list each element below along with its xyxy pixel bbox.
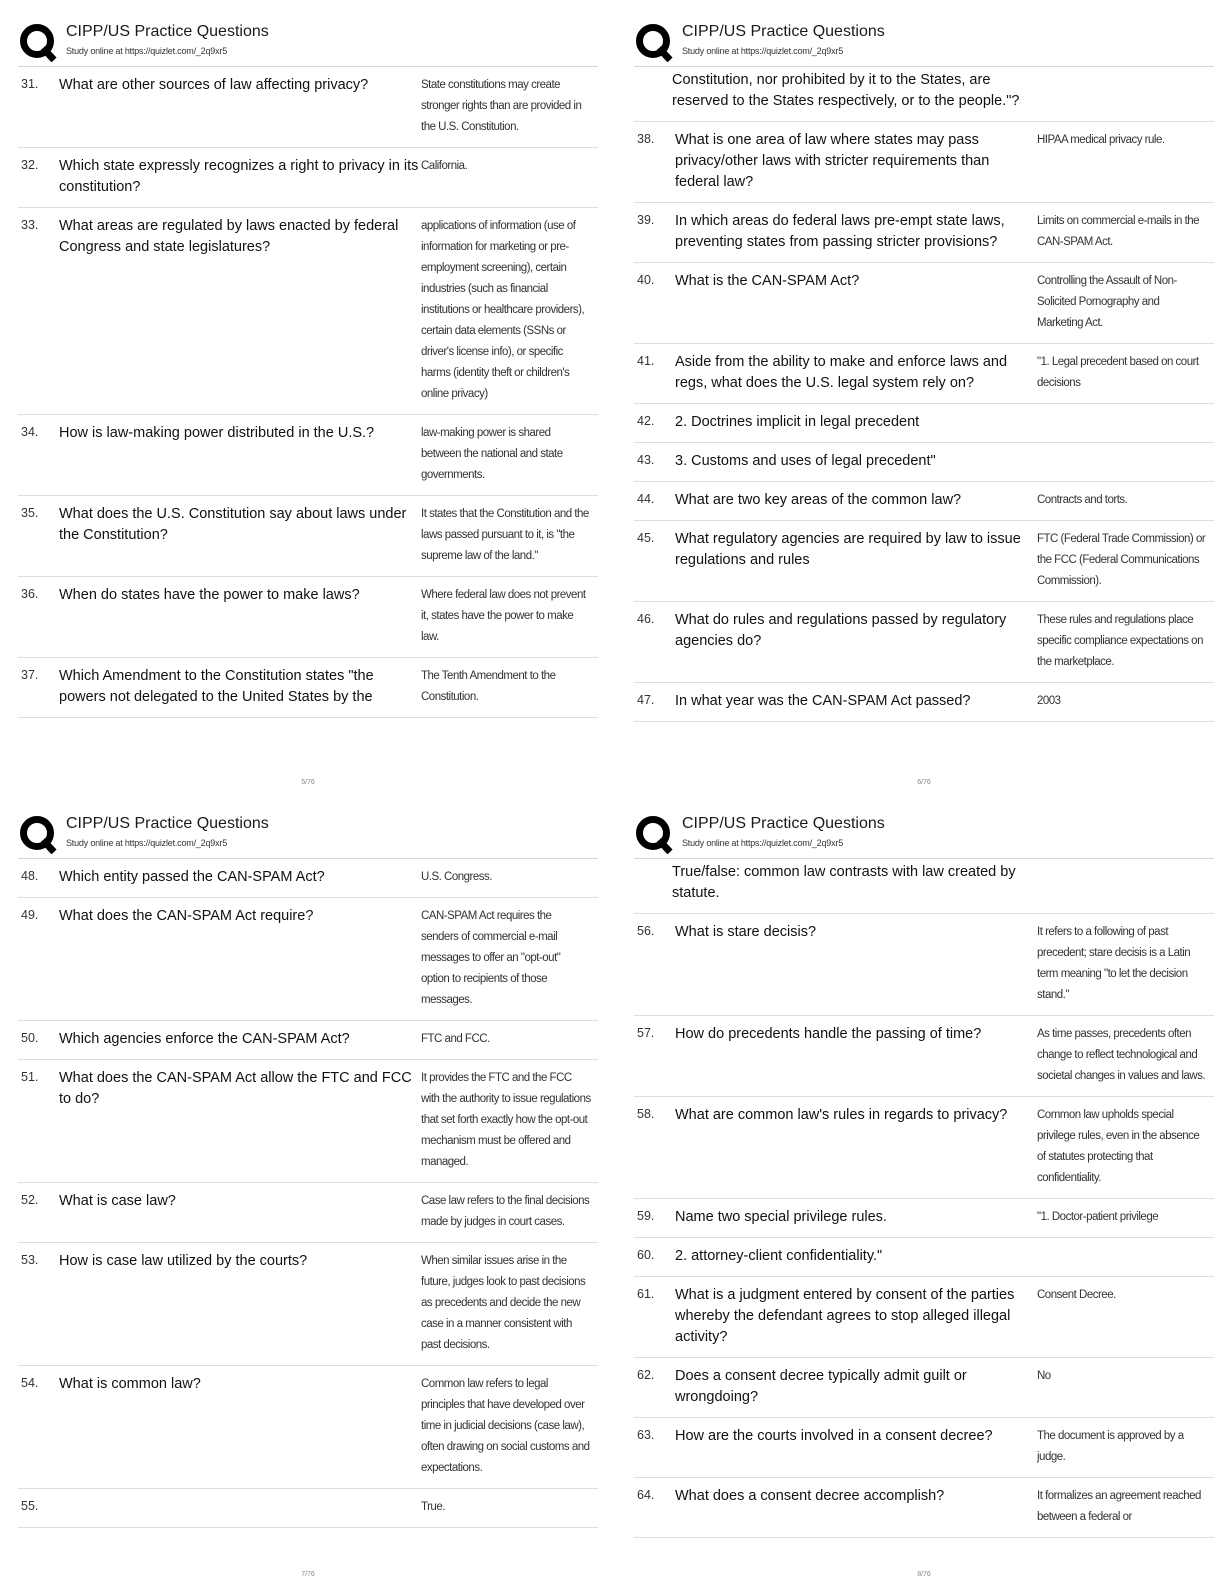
question-number: 55. xyxy=(21,1499,39,1513)
document-page-1 xyxy=(18,18,598,786)
question-text: What do rules and regulations passed by regulatory agencies do? xyxy=(675,612,1007,649)
question-row xyxy=(18,148,598,208)
question-text: What is the CAN-SPAM Act? xyxy=(675,273,860,289)
answer-text: "1. Doctor-patient privilege xyxy=(1037,1211,1159,1223)
question-row xyxy=(634,404,1214,443)
page-number: 5/76 xyxy=(301,779,315,786)
question-row xyxy=(634,122,1214,203)
question-number: 41. xyxy=(637,354,655,368)
question-text: Does a consent decree typically admit guilt or wrongdoing? xyxy=(675,1368,967,1405)
page-title: CIPP/US Practice Questions xyxy=(682,23,885,40)
question-row xyxy=(634,443,1214,482)
question-text: 2. Doctrines implicit in legal precedent xyxy=(675,414,920,430)
question-row xyxy=(18,496,598,577)
answer-text xyxy=(1037,412,1207,433)
question-number: 50. xyxy=(21,1031,39,1045)
answer-text xyxy=(1037,451,1207,472)
question-number: 38. xyxy=(637,132,655,146)
answer-text: 2003 xyxy=(1037,695,1061,707)
answer-text: It states that the Constitution and the laws passed pursuant to it, is "the supreme law of the land." xyxy=(421,508,589,562)
question-row xyxy=(18,1489,598,1528)
question-number: 34. xyxy=(21,425,39,439)
question-text: What are two key areas of the common law? xyxy=(675,492,962,508)
question-row xyxy=(18,67,598,148)
question-number: 33. xyxy=(21,218,39,232)
question-number: 56. xyxy=(637,924,655,938)
question-text: How is case law utilized by the courts? xyxy=(59,1253,308,1269)
study-online-link[interactable]: Study online at https://quizlet.com/_2q9xr5 xyxy=(66,46,227,56)
answer-text: FTC and FCC. xyxy=(421,1033,490,1045)
question-text: 2. attorney-client confidentiality." xyxy=(675,1248,883,1264)
quizlet-logo-icon xyxy=(18,22,58,62)
answer-text: applications of information (use of information for marketing or pre-employment screening), certain industries (such as financial institutions or healthcare providers), certain data elements (SSNs or driver's license info), or specific harms (identity theft or children's online privacy) xyxy=(421,220,585,400)
answer-text: Where federal law does not prevent it, states have the power to make law. xyxy=(421,589,586,643)
question-row xyxy=(634,67,1214,122)
page-number: 8/76 xyxy=(917,1571,931,1578)
question-text: Which state expressly recognizes a right to privacy in its constitution? xyxy=(59,158,419,195)
question-number: 61. xyxy=(637,1287,655,1301)
question-text: Which entity passed the CAN-SPAM Act? xyxy=(59,869,325,885)
question-number: 63. xyxy=(637,1428,655,1442)
answer-text: The document is approved by a judge. xyxy=(1037,1430,1184,1463)
answer-text: The Tenth Amendment to the Constitution. xyxy=(421,670,556,703)
question-text: How do precedents handle the passing of time? xyxy=(675,1026,982,1042)
answer-text: California. xyxy=(421,160,468,172)
page-header xyxy=(18,18,598,67)
answer-text: "1. Legal precedent based on court decisions xyxy=(1037,356,1199,389)
answer-text: law-making power is shared between the national and state governments. xyxy=(421,427,563,481)
question-row xyxy=(634,203,1214,263)
question-number: 44. xyxy=(637,492,655,506)
answer-text: Controlling the Assault of Non-Solicited Pornography and Marketing Act. xyxy=(1037,275,1177,329)
answer-text: U.S. Congress. xyxy=(421,871,492,883)
question-number: 43. xyxy=(637,453,655,467)
answer-text: CAN-SPAM Act requires the senders of commercial e-mail messages to offer an "opt-out" option to recipients of those messages. xyxy=(421,910,561,1006)
question-number: 32. xyxy=(21,158,39,172)
quizlet-logo-icon xyxy=(634,22,674,62)
question-row xyxy=(634,263,1214,344)
question-row xyxy=(634,1016,1214,1097)
question-text: How are the courts involved in a consent decree? xyxy=(675,1428,993,1444)
answer-text: As time passes, precedents often change to reflect technological and societal changes in values and laws. xyxy=(1037,1028,1206,1082)
question-text: In what year was the CAN-SPAM Act passed? xyxy=(675,693,971,709)
question-number: 48. xyxy=(21,869,39,883)
answer-text xyxy=(1034,862,1204,904)
answer-text: It provides the FTC and the FCC with the authority to issue regulations that set forth exactly how the opt-out mechanism must be offered and managed. xyxy=(421,1072,591,1168)
question-number: 64. xyxy=(637,1488,655,1502)
answer-text: These rules and regulations place specific compliance expectations on the marketplace. xyxy=(1037,614,1203,668)
question-text: What are other sources of law affecting privacy? xyxy=(59,77,369,93)
document-page-2 xyxy=(634,18,1214,786)
question-row xyxy=(18,859,598,898)
quizlet-logo-icon xyxy=(634,814,674,854)
question-row xyxy=(634,859,1214,914)
question-row xyxy=(18,415,598,496)
question-text: What is stare decisis? xyxy=(675,924,817,940)
question-number: 49. xyxy=(21,908,39,922)
page-header xyxy=(634,810,1214,859)
page-number: 6/76 xyxy=(917,779,931,786)
question-text: What does the CAN-SPAM Act require? xyxy=(59,908,314,924)
answer-text: Common law refers to legal principles that have developed over time in judicial decisions (case law), often drawing on social customs and expectations. xyxy=(421,1378,590,1474)
question-text: What is case law? xyxy=(59,1193,176,1209)
question-row xyxy=(634,1478,1214,1538)
question-row xyxy=(634,1238,1214,1277)
study-online-link[interactable]: Study online at https://quizlet.com/_2q9xr5 xyxy=(682,838,843,848)
page-number: 7/76 xyxy=(301,1571,315,1578)
question-row xyxy=(634,482,1214,521)
question-row xyxy=(634,602,1214,683)
answer-text: Limits on commercial e-mails in the CAN-SPAM Act. xyxy=(1037,215,1200,248)
question-number: 31. xyxy=(21,77,39,91)
question-number: 37. xyxy=(21,668,39,682)
answer-text: No xyxy=(1037,1370,1051,1382)
question-row xyxy=(18,898,598,1021)
study-online-link[interactable]: Study online at https://quizlet.com/_2q9xr5 xyxy=(66,838,227,848)
answer-text: FTC (Federal Trade Commission) or the FCC (Federal Communications Commission). xyxy=(1037,533,1206,587)
question-number: 46. xyxy=(637,612,655,626)
page-title: CIPP/US Practice Questions xyxy=(682,815,885,832)
question-row xyxy=(18,658,598,718)
question-number: 57. xyxy=(637,1026,655,1040)
question-row xyxy=(18,1243,598,1366)
question-text: What does a consent decree accomplish? xyxy=(675,1488,945,1504)
question-row xyxy=(18,1366,598,1489)
question-row xyxy=(634,344,1214,404)
question-number: 51. xyxy=(21,1070,39,1084)
answer-text: HIPAA medical privacy rule. xyxy=(1037,134,1165,146)
page-title: CIPP/US Practice Questions xyxy=(66,815,269,832)
question-row xyxy=(18,1060,598,1183)
question-text: Which agencies enforce the CAN-SPAM Act? xyxy=(59,1031,350,1047)
answer-text: It refers to a following of past precedent; stare decisis is a Latin term meaning "to let the decision stand." xyxy=(1037,926,1191,1001)
question-text: In which areas do federal laws pre-empt state laws, preventing states from passing stricter provisions? xyxy=(675,213,1005,250)
question-row xyxy=(634,914,1214,1016)
page-header xyxy=(634,18,1214,67)
answer-text xyxy=(1034,70,1204,112)
quizlet-logo-icon xyxy=(18,814,58,854)
question-number: 39. xyxy=(637,213,655,227)
question-list xyxy=(18,859,598,1528)
study-online-link[interactable]: Study online at https://quizlet.com/_2q9xr5 xyxy=(682,46,843,56)
question-row xyxy=(634,1418,1214,1478)
question-text: Aside from the ability to make and enforce laws and regs, what does the U.S. legal system rely on? xyxy=(675,354,1008,391)
question-text: Constitution, nor prohibited by it to the States, are reserved to the States respectively, or to the people."? xyxy=(672,72,1020,109)
question-number: 40. xyxy=(637,273,655,287)
question-list xyxy=(18,67,598,718)
question-text: What is common law? xyxy=(59,1376,201,1392)
answer-text: It formalizes an agreement reached between a federal or xyxy=(1037,1490,1201,1523)
question-row xyxy=(634,1277,1214,1358)
answer-text: When similar issues arise in the future, judges look to past decisions as precedents and decide the new case in a manner consistent with past decisions. xyxy=(421,1255,586,1351)
question-text: Name two special privilege rules. xyxy=(675,1209,887,1225)
question-number: 59. xyxy=(637,1209,655,1223)
page-header xyxy=(18,810,598,859)
question-text: What are common law's rules in regards to privacy? xyxy=(675,1107,1008,1123)
question-number: 54. xyxy=(21,1376,39,1390)
question-row xyxy=(18,1021,598,1060)
question-number: 42. xyxy=(637,414,655,428)
question-text: What is a judgment entered by consent of the parties whereby the defendant agrees to stop alleged illegal activity? xyxy=(675,1287,1015,1345)
question-text: 3. Customs and uses of legal precedent" xyxy=(675,453,936,469)
question-number: 60. xyxy=(637,1248,655,1262)
question-text: Which Amendment to the Constitution states "the powers not delegated to the United States by the xyxy=(59,668,374,705)
question-number: 53. xyxy=(21,1253,39,1267)
question-row xyxy=(18,1183,598,1243)
question-number: 58. xyxy=(637,1107,655,1121)
question-row xyxy=(634,521,1214,602)
question-text xyxy=(59,1497,421,1518)
question-number: 35. xyxy=(21,506,39,520)
answer-text: Case law refers to the final decisions made by judges in court cases. xyxy=(421,1195,590,1228)
question-list xyxy=(634,859,1214,1538)
question-text: How is law-making power distributed in the U.S.? xyxy=(59,425,375,441)
question-number: 47. xyxy=(637,693,655,707)
question-row xyxy=(634,1358,1214,1418)
question-text: What areas are regulated by laws enacted by federal Congress and state legislatures? xyxy=(59,218,399,255)
question-row xyxy=(634,1199,1214,1238)
answer-text: State constitutions may create stronger rights than are provided in the U.S. Constitution. xyxy=(421,79,582,133)
question-list xyxy=(634,67,1214,722)
question-text: True/false: common law contrasts with law created by statute. xyxy=(672,864,1016,901)
question-text: When do states have the power to make laws? xyxy=(59,587,360,603)
question-text: What is one area of law where states may pass privacy/other laws with stricter requirements than federal law? xyxy=(675,132,990,190)
question-number: 62. xyxy=(637,1368,655,1382)
question-row xyxy=(18,577,598,658)
answer-text: True. xyxy=(421,1501,445,1513)
question-row xyxy=(18,208,598,415)
answer-text: Consent Decree. xyxy=(1037,1289,1116,1301)
document-page-3 xyxy=(18,810,598,1578)
answer-text xyxy=(1037,1246,1207,1267)
question-row xyxy=(634,1097,1214,1199)
document-page-4 xyxy=(634,810,1214,1578)
question-text: What does the CAN-SPAM Act allow the FTC and FCC to do? xyxy=(59,1070,412,1107)
question-number: 45. xyxy=(637,531,655,545)
question-number: 52. xyxy=(21,1193,39,1207)
question-row xyxy=(634,683,1214,722)
answer-text: Common law upholds special privilege rules, even in the absence of statutes protecting that confidentiality. xyxy=(1037,1109,1200,1184)
question-number: 36. xyxy=(21,587,39,601)
question-text: What regulatory agencies are required by law to issue regulations and rules xyxy=(675,531,1021,568)
question-text: What does the U.S. Constitution say about laws under the Constitution? xyxy=(59,506,407,543)
answer-text: Contracts and torts. xyxy=(1037,494,1128,506)
page-title: CIPP/US Practice Questions xyxy=(66,23,269,40)
